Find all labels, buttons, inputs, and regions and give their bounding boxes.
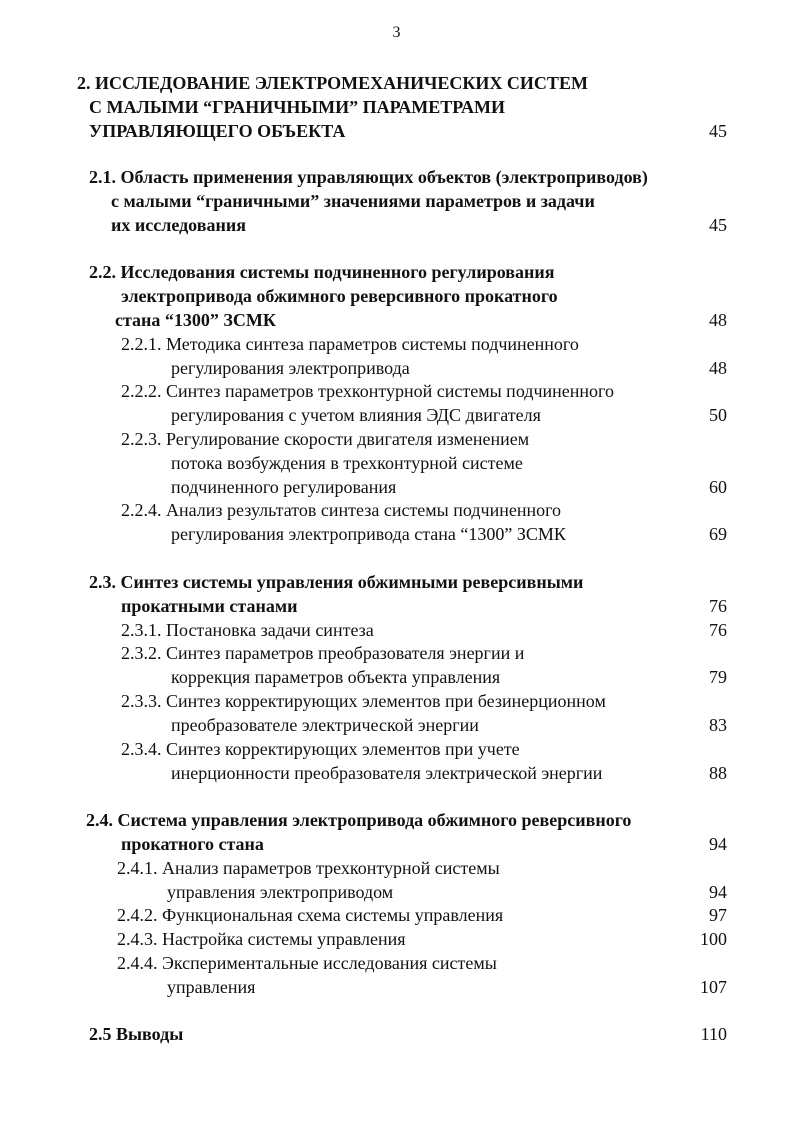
toc-line: 2.4.1. Анализ параметров трехконтурной системы [117,858,500,878]
toc-line: управления электроприводом [167,882,394,902]
toc-line: подчиненного регулирования [171,477,397,497]
toc-page-number: 48 [709,358,727,378]
toc-line: их исследования [111,215,246,235]
toc-line: регулирования электропривода стана “1300” ЗСМК [171,524,566,544]
toc-line: инерционности преобразователя электрической энергии [171,763,603,783]
toc-line: 2.2. Исследования системы подчиненного регулирования [89,262,555,282]
page-number: 3 [392,24,401,41]
toc-line: 2.4. Система управления электропривода обжимного реверсивного [86,810,632,830]
toc-line: 2.3.4. Синтез корректирующих элементов при учете [121,739,520,759]
toc-line: электропривода обжимного реверсивного прокатного [121,286,558,306]
toc-line: регулирования электропривода [171,358,410,378]
toc-line: 2.1. Область применения управляющих объектов (электроприводов) [89,167,648,187]
toc-page-number: 110 [700,1024,727,1044]
toc-line: 2.3.1. Постановка задачи синтеза [121,620,374,640]
toc-line: 2.2.4. Анализ результатов синтеза системы подчиненного [121,500,562,520]
toc-line: 2.3.2. Синтез параметров преобразователя энергии и [121,643,525,663]
toc-page-number: 76 [709,596,727,616]
toc-page-number: 79 [709,667,727,687]
toc-line: 2.4.3. Настройка системы управления [117,929,406,949]
toc-page-number: 107 [700,977,727,997]
toc-page-number: 100 [700,929,727,949]
toc-line: 2.4.4. Экспериментальные исследования системы [117,953,497,973]
toc-line: 2.5 Выводы [89,1024,184,1044]
toc-page-number: 88 [709,763,727,783]
toc-page-number: 76 [709,620,727,640]
toc-page-number: 45 [709,215,727,235]
toc-line: 2.3. Синтез системы управления обжимными реверсивными [89,572,584,592]
toc-line: С МАЛЫМИ “ГРАНИЧНЫМИ” ПАРАМЕТРАМИ [89,97,505,117]
toc-line: управления [167,977,256,997]
toc-line: потока возбуждения в трехконтурной системе [171,453,523,473]
toc-page-number: 60 [709,477,727,497]
toc-page-number: 97 [709,905,727,925]
toc-line: прокатными станами [121,596,298,616]
toc-line: УПРАВЛЯЮЩЕГО ОБЪЕКТА [89,121,346,141]
toc-line: преобразователе электрической энергии [171,715,479,735]
toc-line: 2.2.3. Регулирование скорости двигателя изменением [121,429,530,449]
toc-line: прокатного стана [121,834,264,854]
toc-line: стана “1300” ЗСМК [115,310,276,330]
toc-line: 2. ИССЛЕДОВАНИЕ ЭЛЕКТРОМЕХАНИЧЕСКИХ СИСТЕМ [77,73,588,93]
toc-line: 2.3.3. Синтез корректирующих элементов при безинерционном [121,691,606,711]
toc-line: 2.4.2. Функциональная схема системы управления [117,905,504,925]
toc-line: 2.2.1. Методика синтеза параметров системы подчиненного [121,334,579,354]
toc-page-number: 45 [709,121,727,141]
toc-line: регулирования с учетом влияния ЭДС двигателя [171,405,541,425]
toc-page-number: 94 [709,882,727,902]
toc-line: 2.2.2. Синтез параметров трехконтурной системы подчиненного [121,381,614,401]
toc-page-number: 83 [709,715,727,735]
toc-page-number: 94 [709,834,727,854]
toc-page-number: 50 [709,405,727,425]
toc-line: коррекция параметров объекта управления [171,667,501,687]
toc-page-number: 48 [709,310,727,330]
toc-page-number: 69 [709,524,727,544]
toc-line: с малыми “граничными” значениями параметров и задачи [111,191,595,211]
